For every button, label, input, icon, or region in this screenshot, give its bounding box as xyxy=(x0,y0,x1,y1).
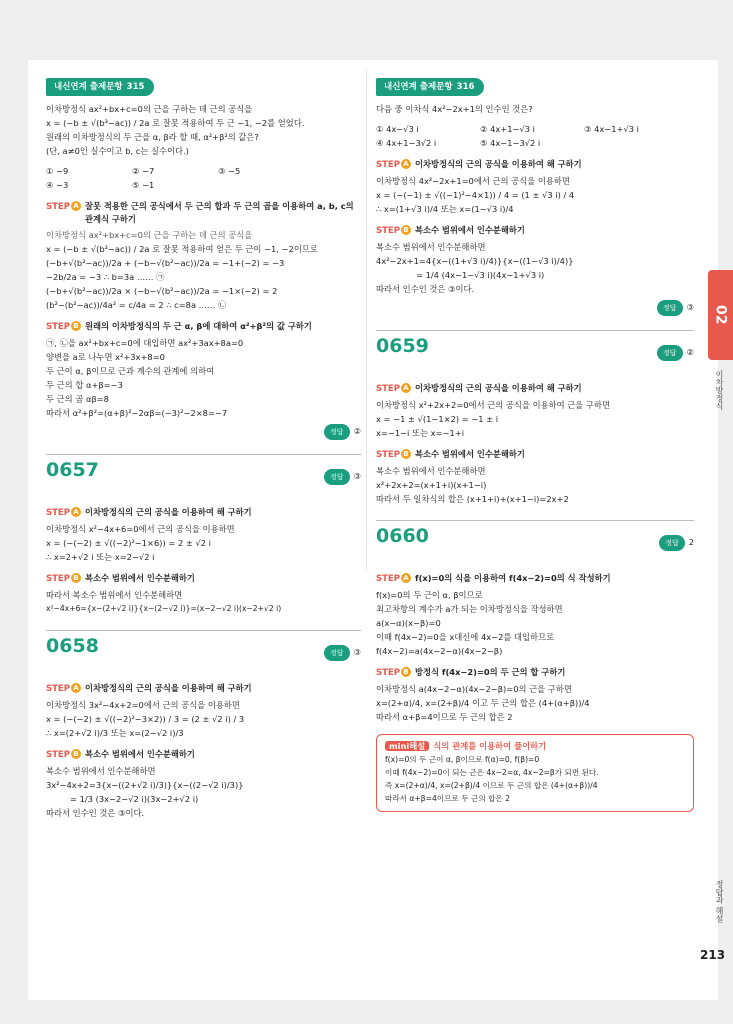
mini-heading: mini해설 식의 관계를 이용하여 풀이하기 xyxy=(385,739,685,753)
step-title: 복소수 범위에서 인수분해하기 xyxy=(414,449,525,459)
step-b-heading xyxy=(46,320,361,334)
header-label: 내신연계 출제문항 xyxy=(54,82,123,92)
step-b-heading xyxy=(376,448,694,462)
step-tag: STEP B xyxy=(376,448,411,462)
header-number: 316 xyxy=(456,82,475,92)
solution-line: f(x)=0의 두 근이 α, β이므로 xyxy=(376,590,483,600)
step-title: 이차방정식의 근의 공식을 이용하여 해 구하기 xyxy=(84,683,252,693)
option: ② 4x+1−√3 i xyxy=(480,124,535,134)
left-column xyxy=(46,78,361,820)
solution-line: 이차방정식 x²−4x+6=0에서 근의 공식을 이용하면 xyxy=(46,524,235,534)
problem-header-316 xyxy=(376,78,484,96)
solution-line: x = (−(−1) ± √((−1)²−4×1)) / 4 = (1 ± √3 i) / 4 xyxy=(376,190,575,200)
problem-header-315 xyxy=(46,78,154,96)
solution-line: 복소수 범위에서 인수분해하면 xyxy=(376,466,486,476)
option: ③ 4x−1+√3 i xyxy=(584,124,639,134)
answer-315 xyxy=(46,424,361,440)
solution-line: x²+2x+2=(x+1+i)(x+1−i) xyxy=(376,480,487,490)
solution-line: 두 근의 곱 αβ=8 xyxy=(46,394,109,404)
step-a-heading xyxy=(376,158,694,172)
step-tag: STEP A xyxy=(46,200,81,214)
solution-line: x = (−(−2) ± √((−2)²−1×6)) = 2 ± √2 i xyxy=(46,538,211,548)
option: ② −7 xyxy=(132,166,155,176)
step-b-heading xyxy=(376,224,694,238)
answer-value: ③ xyxy=(686,302,694,312)
chapter-label: 이차방정식 xyxy=(715,370,724,410)
solution-line: 양변을 a로 나누면 x²+3x+8=0 xyxy=(46,352,165,362)
step-a-heading xyxy=(46,506,361,520)
page-number: 213 xyxy=(700,948,726,962)
step-title: 이차방정식의 근의 공식을 이용하여 해 구하기 xyxy=(414,383,582,393)
solution-line: 복소수 범위에서 인수분해하면 xyxy=(376,242,486,252)
step-title: 복소수 범위에서 인수분해하기 xyxy=(414,225,525,235)
solution-line: 따라서 α²+β²=(α+β)²−2αβ=(−3)²−2×8=−7 xyxy=(46,408,228,418)
step-tag: STEP B xyxy=(46,572,81,586)
solution-line: 이차방정식 ax²+bx+c=0의 근을 구하는 데 근의 공식을 xyxy=(46,230,253,240)
answer-chip: 정답 xyxy=(657,300,683,316)
solution-line: x = −1 ± √(1−1×2) = −1 ± i xyxy=(376,414,499,424)
step-b-heading xyxy=(46,572,361,586)
options-row xyxy=(46,164,361,178)
solution-line: 복소수 범위에서 인수분해하면 xyxy=(46,766,156,776)
problem-0658-header xyxy=(46,630,361,674)
solution-line: 최고차항의 계수가 a가 되는 이차방정식을 작성하면 xyxy=(376,604,563,614)
step-title: f(x)=0의 식을 이용하여 f(4x−2)=0의 식 작성하기 xyxy=(414,573,611,583)
option: ③ −5 xyxy=(218,166,241,176)
solution-line: (b²−(b²−ac))/4a² = c/4a = 2 ∴ c=8a …… ㉡ xyxy=(46,300,227,310)
step-b-heading xyxy=(376,666,694,680)
right-column xyxy=(376,78,694,812)
solution-line: ㉠, ㉡을 ax²+bx+c=0에 대입하면 ax²+3ax+8a=0 xyxy=(46,338,244,348)
problem-number: 0659 xyxy=(376,335,429,357)
answer-0657: 정답 ③ xyxy=(324,469,361,485)
step-title: 복소수 범위에서 인수분해하기 xyxy=(84,573,195,583)
step-tag: STEP A xyxy=(46,682,81,696)
option: ① 4x−√3 i xyxy=(376,124,419,134)
step-title: 이차방정식의 근의 공식을 이용하여 해 구하기 xyxy=(414,159,582,169)
solution-line: x=−1−i 또는 x=−1+i xyxy=(376,428,465,438)
column-separator xyxy=(366,70,367,570)
answer-0659: 정답 ② xyxy=(657,345,694,361)
option: ① −9 xyxy=(46,166,69,176)
header-label: 내신연계 출제문항 xyxy=(384,82,453,92)
header-number: 315 xyxy=(126,82,145,92)
solution-line: ∴ x=(2+√2 i)/3 또는 x=(2−√2 i)/3 xyxy=(46,728,184,738)
solution-line: 따라서 두 일차식의 합은 (x+1+i)+(x+1−i)=2x+2 xyxy=(376,494,569,504)
chapter-tab: 02 xyxy=(708,270,733,360)
step-a-heading xyxy=(46,200,361,226)
options-row xyxy=(376,122,694,136)
mini-line: 즉 x=(2+α)/4, x=(2+β)/4 이므로 두 근의 합은 (4+(α+β))/4 xyxy=(385,781,598,790)
step-a-heading xyxy=(376,382,694,396)
step-title: 방정식 f(4x−2)=0의 두 근의 합 구하기 xyxy=(414,667,566,677)
problem-0657-header xyxy=(46,454,361,498)
problem-0659-header xyxy=(376,330,694,374)
step-a-heading xyxy=(376,572,694,586)
problem-number: 0657 xyxy=(46,459,99,481)
solution-line: −2b/2a = −3 ∴ b=3a …… ㉠ xyxy=(46,272,165,282)
problem-line: 이차방정식 ax²+bx+c=0의 근을 구하는 데 근의 공식을 xyxy=(46,104,253,114)
step-title: 잘못 적용한 근의 공식에서 두 근의 합과 두 근의 곱을 이용하여 a, b, c의 관계식 구하기 xyxy=(84,201,354,224)
section-label: 정답과 해설 xyxy=(715,880,724,923)
option: ⑤ −1 xyxy=(132,180,155,190)
step-title: 원래의 이차방정식의 두 근 α, β에 대하여 α²+β²의 값 구하기 xyxy=(84,321,312,331)
solution-line: ∴ x=2+√2 i 또는 x=2−√2 i xyxy=(46,552,155,562)
mini-line: 따라서 α+β=4이므로 두 근의 합은 2 xyxy=(385,794,510,803)
mini-explanation-box xyxy=(376,734,694,812)
solution-line: f(4x−2)=a(4x−2−α)(4x−2−β) xyxy=(376,646,503,656)
solution-line: 두 근의 합 α+β=−3 xyxy=(46,380,123,390)
step-tag: STEP A xyxy=(376,382,411,396)
options-row xyxy=(376,136,694,150)
step-tag: STEP B xyxy=(46,320,81,334)
page xyxy=(28,60,718,1000)
solution-line: a(x−α)(x−β)=0 xyxy=(376,618,441,628)
solution-line: 3x²−4x+2=3{x−((2+√2 i)/3)}{x−((2−√2 i)/3)} xyxy=(46,780,244,790)
solution-line: 이때 f(4x−2)=0을 x대신에 4x−2를 대입하므로 xyxy=(376,632,555,642)
step-tag: STEP B xyxy=(46,748,81,762)
solution-line: 따라서 인수인 것은 ③이다. xyxy=(376,284,475,294)
option: ④ 4x+1−3√2 i xyxy=(376,138,437,148)
step-tag: STEP B xyxy=(376,224,411,238)
step-tag: STEP B xyxy=(376,666,411,680)
step-a-heading xyxy=(46,682,361,696)
solution-line: ∴ x=(1+√3 i)/4 또는 x=(1−√3 i)/4 xyxy=(376,204,514,214)
step-title: 복소수 범위에서 인수분해하기 xyxy=(84,749,195,759)
solution-line: 따라서 인수인 것은 ③이다. xyxy=(46,808,145,818)
solution-line: = 1/3 (3x−2−√2 i)(3x−2+√2 i) xyxy=(70,794,199,804)
solution-line: x = (−(−2) ± √((−2)²−3×2)) / 3 = (2 ± √2 i) / 3 xyxy=(46,714,245,724)
solution-line: x²−4x+6={x−(2+√2 i)}{x−(2−√2 i)}=(x−2−√2 i)(x−2+√2 i) xyxy=(46,604,282,613)
solution-line: 이차방정식 3x²−4x+2=0에서 근의 공식을 이용하면 xyxy=(46,700,240,710)
answer-chip: 정답 xyxy=(324,424,350,440)
options-row xyxy=(46,178,361,192)
solution-line: = 1/4 (4x−1−√3 i)(4x−1+√3 i) xyxy=(416,270,545,280)
mini-line: 이때 f(4x−2)=0이 되는 근은 4x−2=α, 4x−2=β가 되면 된다. xyxy=(385,768,599,777)
problem-line: x = (−b ± √(b³−ac)) / 2a 로 잘못 적용하여 두 근 −1, −2를 얻었다. xyxy=(46,118,305,128)
option: ④ −3 xyxy=(46,180,69,190)
answer-value: ② xyxy=(353,426,361,436)
problem-line: 다음 중 이차식 4x²−2x+1의 인수인 것은? xyxy=(376,104,533,114)
step-tag: STEP A xyxy=(46,506,81,520)
problem-line: 원래의 이차방정식의 두 근을 α, β라 할 때, α²+β²의 값은? xyxy=(46,132,259,142)
option: ⑤ 4x−1−3√2 i xyxy=(480,138,541,148)
problem-line: (단, a≠0인 실수이고 b, c는 실수이다.) xyxy=(46,146,189,156)
problem-0660-header xyxy=(376,520,694,564)
mini-line: f(x)=0의 두 근이 α, β이므로 f(α)=0, f(β)=0 xyxy=(385,755,540,764)
problem-number: 0658 xyxy=(46,635,99,657)
answer-316 xyxy=(376,300,694,316)
step-tag: STEP A xyxy=(376,158,411,172)
solution-line: 이차방정식 x²+2x+2=0에서 근의 공식을 이용하여 근을 구하면 xyxy=(376,400,610,410)
problem-number: 0660 xyxy=(376,525,429,547)
solution-line: (−b+√(b²−ac))/2a × (−b−√(b²−ac))/2a = −1×(−2) = 2 xyxy=(46,286,278,296)
solution-line: 이차방정식 a(4x−2−α)(4x−2−β)=0의 근을 구하면 xyxy=(376,684,572,694)
solution-line: 따라서 복소수 범위에서 인수분해하면 xyxy=(46,590,183,600)
answer-0660: 정답 2 xyxy=(659,535,694,551)
solution-line: x=(2+α)/4, x=(2+β)/4 이고 두 근의 합은 (4+(α+β))/4 xyxy=(376,698,590,708)
solution-line: (−b+√(b²−ac))/2a + (−b−√(b²−ac))/2a = −1+(−2) = −3 xyxy=(46,258,285,268)
solution-line: 4x²−2x+1=4{x−((1+√3 i)/4)}{x−((1−√3 i)/4)} xyxy=(376,256,574,266)
solution-line: 두 근이 α, β이므로 근과 계수의 관계에 의하여 xyxy=(46,366,215,376)
step-title: 이차방정식의 근의 공식을 이용하여 해 구하기 xyxy=(84,507,252,517)
answer-0658: 정답 ③ xyxy=(324,645,361,661)
solution-line: 따라서 α+β=4이므로 두 근의 합은 2 xyxy=(376,712,513,722)
step-b-heading xyxy=(46,748,361,762)
solution-line: 이차방정식 4x²−2x+1=0에서 근의 공식을 이용하면 xyxy=(376,176,570,186)
step-tag: STEP A xyxy=(376,572,411,586)
solution-line: x = (−b ± √(b²−ac)) / 2a 로 잘못 적용하여 얻은 두 근이 −1, −2이므로 xyxy=(46,244,318,254)
